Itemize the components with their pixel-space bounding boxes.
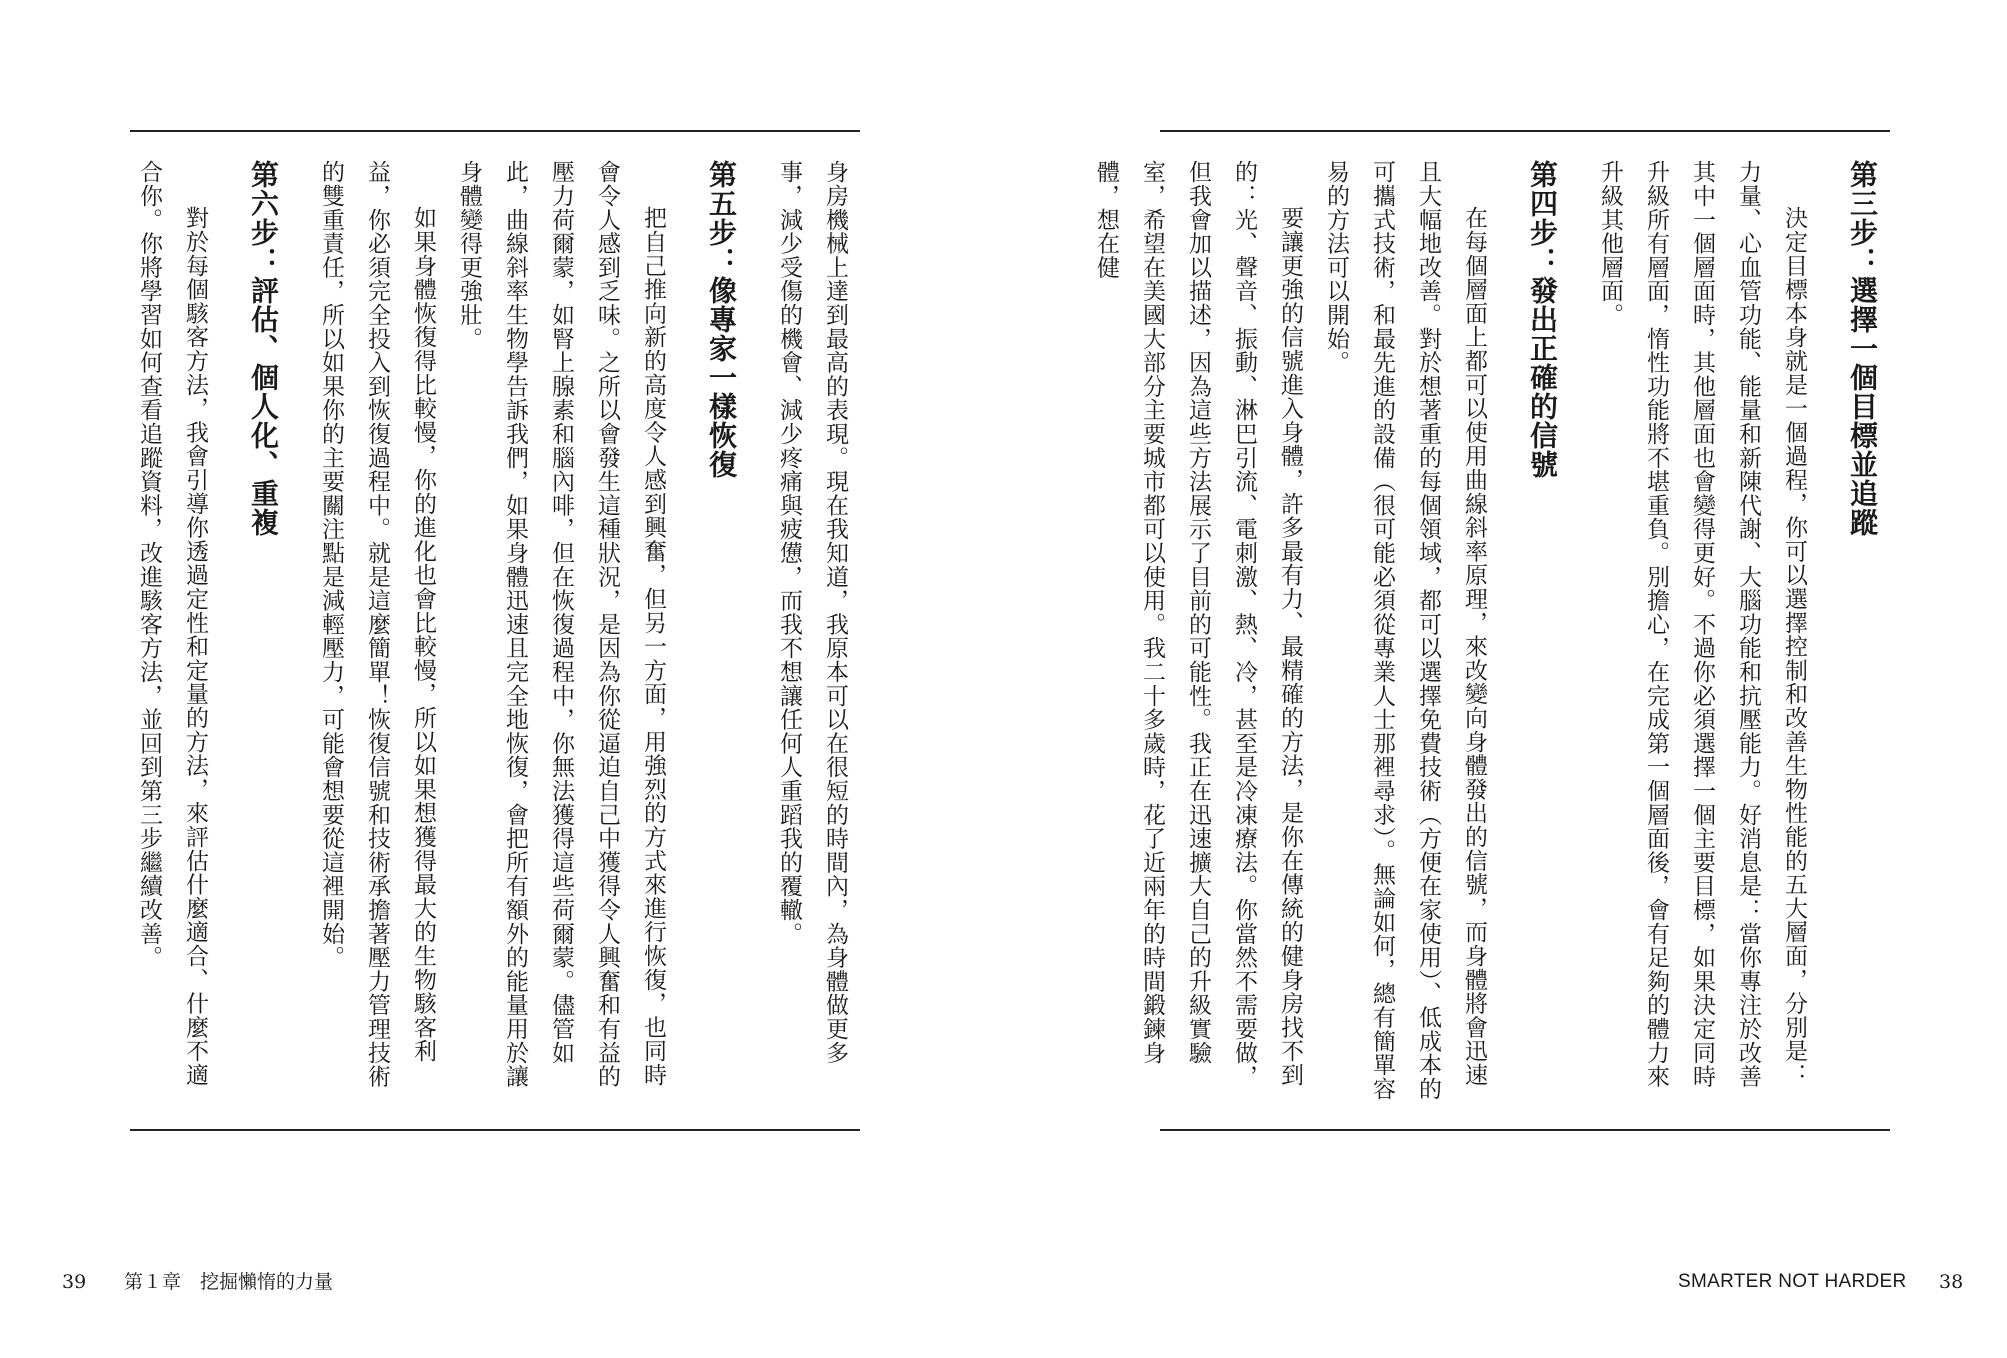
right-text-column bbox=[1093, 160, 1885, 1105]
step4-heading: 第四步：發出正確的信號 bbox=[1526, 160, 1559, 479]
paragraph: 在每個層面上都可以使用曲線斜率原理，來改變向身體發出的信號，而身體將會迅速且大幅地改善。對於想著重的每個領域，都可以選擇免費技術（方便在家使用）、低成本的可攜式技術，和最先進的設備（很可能必須從專業人士那裡尋求）。無論如何，總有簡單容易的方法可以開始。 bbox=[1323, 160, 1487, 1101]
right-page bbox=[1003, 0, 2006, 1358]
paragraph: 決定目標本身就是一個過程，你可以選擇控制和改善生物性能的五大層面，分別是：力量、心血管功能、能量和新陳代謝、大腦功能和抗壓能力。好消息是：當你專注於改善其中一個層面時，其他層面也會變得更好。不過你必須選擇一個主要目標，如果決定同時升級所有層面，惰性功能將不堪重負。別擔心，在完成第一個層面後，會有足夠的體力來升級其他層面。 bbox=[1597, 160, 1807, 1089]
bottom-rule bbox=[1160, 1129, 1890, 1131]
page-number: 38 bbox=[1939, 1271, 1964, 1293]
top-rule bbox=[130, 130, 860, 132]
step6-heading: 第六步：評估、個人化、重複 bbox=[247, 160, 280, 537]
running-head-chapter: 第１章 挖掘懶惰的力量 bbox=[124, 1271, 334, 1293]
running-head-book-title: SMARTER NOT HARDER bbox=[1678, 1271, 1907, 1292]
step3-heading: 第三步：選擇一個目標並追蹤 bbox=[1846, 160, 1879, 537]
paragraph: 要讓更強的信號進入身體，許多最有力、最精確的方法，是你在傳統的健身房找不到的：光、聲音、振動、淋巴引流、電刺激、熱、冷，甚至是冷凍療法。你當然不需要做，但我會加以描述，因為這些方法展示了目前的可能性。我正在迅速擴大自己的升級實驗室，希望在美國大部分主要城市都可以使用。我二十多歲時，花了近兩年的時間鍛鍊身體，想在健 bbox=[1093, 160, 1303, 1089]
bottom-rule bbox=[130, 1129, 860, 1131]
left-page bbox=[0, 0, 1003, 1358]
paragraph: 對於每個駭客方法，我會引導你透過定性和定量的方法，來評估什麼適合、什麼不適合你。你將學習如何查看追蹤資料，改進駭客方法，並回到第三步繼續改善。 bbox=[136, 160, 208, 1087]
paragraph: 身房機械上達到最高的表現。現在我知道，我原本可以在很短的時間內，為身體做更多事，減少受傷的機會、減少疼痛與疲憊，而我不想讓任何人重蹈我的覆轍。 bbox=[776, 160, 848, 1065]
paragraph: 把自己推向新的高度令人感到興奮，但另一方面，用強烈的方式來進行恢復，也同時會令人感到乏味。之所以會發生這種狀況，是因為你從逼迫自己中獲得令人興奮和有益的壓力荷爾蒙，如腎上腺素和腦內啡，但在恢復過程中，你無法獲得這些荷爾蒙。儘管如此，曲線斜率生物學告訴我們，如果身體迅速且完全地恢復，會把所有額外的能量用於讓身體變得更強壯。 bbox=[456, 160, 666, 1089]
top-rule bbox=[1160, 130, 1890, 132]
page-number: 39 bbox=[62, 1271, 87, 1293]
left-text-column bbox=[138, 160, 858, 1105]
paragraph: 如果身體恢復得比較慢，你的進化也會比較慢，所以如果想獲得最大的生物駭客利益，你必須完全投入到恢復過程中。就是這麼簡單！恢復信號和技術承擔著壓力管理技術的雙重責任，所以如果你的主要關注點是減輕壓力，可能會想要從這裡開始。 bbox=[318, 160, 436, 1089]
step5-heading: 第五步：像專家一樣恢復 bbox=[705, 160, 738, 479]
